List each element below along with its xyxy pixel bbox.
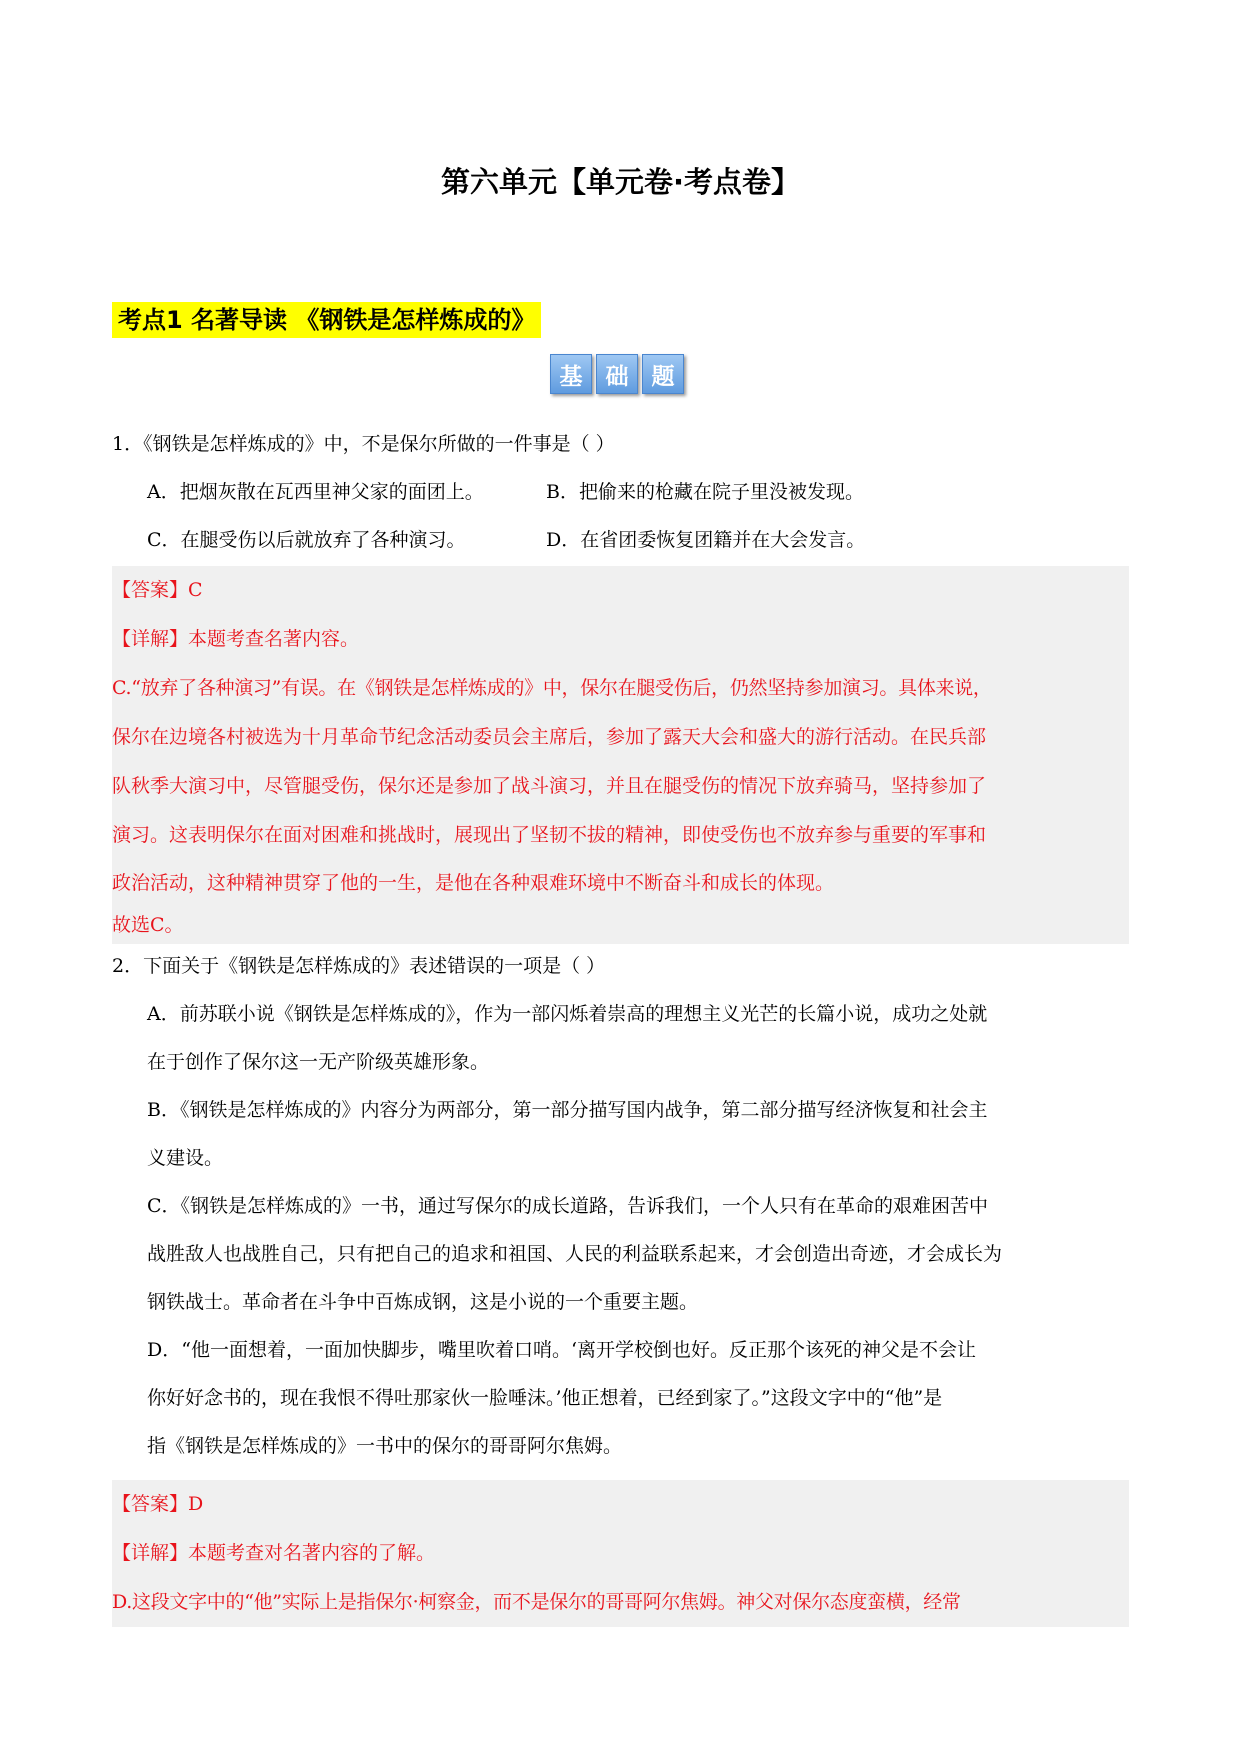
question-2-explanation-line: D.这段文字中的“他”实际上是指保尔·柯察金，而不是保尔的哥哥阿尔焦姆。神父对保尔态度蛮横，经常 — [112, 1591, 961, 1613]
question-1-explanation-line: 演习。这表明保尔在面对困难和挑战时，展现出了坚韧不拔的精神，即使受伤也不放弃参与重要的军事和 — [112, 824, 987, 846]
question-2-option-d-line: 你好好念书的，现在我恨不得吐那家伙一脸唾沫。’他正想着，已经到家了。”这段文字中的“他”是 — [147, 1387, 943, 1409]
difficulty-badge — [550, 354, 684, 394]
question-1-answer: 【答案】C — [112, 579, 203, 601]
question-1-explanation-line: 队秋季大演习中，尽管腿受伤，保尔还是参加了战斗演习，并且在腿受伤的情况下放弃骑马，坚持参加了 — [112, 775, 987, 797]
badge-char-1: 基 — [550, 354, 592, 394]
question-1-options-row-2 — [112, 516, 1129, 564]
document-title: 第六单元【单元卷·考点卷】 — [440, 165, 801, 199]
question-1-option-c: C．在腿受伤以后就放弃了各种演习。 — [147, 529, 466, 551]
question-2-option-d — [112, 1326, 1129, 1470]
question-2-answer-box — [112, 1480, 1129, 1627]
question-2-detail-title: 【详解】本题考查对名著内容的了解。 — [112, 1542, 436, 1564]
question-1 — [112, 420, 1129, 564]
question-2-option-b — [112, 1086, 1129, 1182]
question-1-option-b: B．把偷来的枪藏在院子里没被发现。 — [546, 481, 864, 503]
question-1-explanation-line: 政治活动，这种精神贯穿了他的一生，是他在各种艰难环境中不断奋斗和成长的体现。 — [112, 872, 835, 894]
question-2-option-d-line: D．“他一面想着，一面加快脚步，嘴里吹着口哨。‘离开学校倒也好。反正那个该死的神父是不会让 — [147, 1339, 976, 1361]
question-2-option-b-line: B．《钢铁是怎样炼成的》内容分为两部分，第一部分描写国内战争，第二部分描写经济恢复和社会主 — [147, 1099, 988, 1121]
question-2-option-a — [112, 990, 1129, 1086]
question-2-option-c-line: 战胜敌人也战胜自己，只有把自己的追求和祖国、人民的利益联系起来，才会创造出奇迹，才会成长为 — [147, 1243, 1003, 1265]
question-2-option-a-line: 在于创作了保尔这一无产阶级英雄形象。 — [147, 1051, 490, 1073]
question-1-explanation-line: 保尔在边境各村被选为十月革命节纪念活动委员会主席后，参加了露天大会和盛大的游行活动。在民兵部 — [112, 726, 987, 748]
question-1-explanation-line: C.“放弃了各种演习”有误。在《钢铁是怎样炼成的》中，保尔在腿受伤后，仍然坚持参加演习。具体来说， — [112, 677, 992, 699]
question-1-conclusion: 故选C。 — [112, 914, 184, 936]
question-2-option-c — [112, 1182, 1129, 1326]
question-1-option-d: D．在省团委恢复团籍并在大会发言。 — [546, 529, 866, 551]
question-1-option-a: A．把烟灰散在瓦西里神父家的面团上。 — [147, 481, 484, 503]
question-1-stem: 1．《钢铁是怎样炼成的》中，不是保尔所做的一件事是（ ） — [112, 433, 615, 455]
question-1-detail-title: 【详解】本题考查名著内容。 — [112, 628, 360, 650]
badge-char-2: 础 — [596, 354, 638, 394]
question-2-answer: 【答案】D — [112, 1493, 204, 1515]
question-2-stem: 2．下面关于《钢铁是怎样炼成的》表述错误的一项是（ ） — [112, 955, 606, 977]
section-heading: 考点1 名著导读 《钢铁是怎样炼成的》 — [112, 302, 541, 338]
question-2 — [112, 942, 1129, 1470]
question-2-option-d-line: 指《钢铁是怎样炼成的》一书中的保尔的哥哥阿尔焦姆。 — [147, 1435, 623, 1457]
question-2-option-c-line: C．《钢铁是怎样炼成的》一书，通过写保尔的成长道路，告诉我们，一个人只有在革命的艰难困苦中 — [147, 1195, 989, 1217]
badge-char-3: 题 — [642, 354, 684, 394]
question-1-options-row-1 — [112, 468, 1129, 516]
question-2-option-c-line: 钢铁战士。革命者在斗争中百炼成钢，这是小说的一个重要主题。 — [147, 1291, 699, 1313]
question-2-option-a-line: A．前苏联小说《钢铁是怎样炼成的》，作为一部闪烁着崇高的理想主义光芒的长篇小说，成功之处就 — [147, 1003, 988, 1025]
question-2-option-b-line: 义建设。 — [147, 1147, 224, 1169]
question-1-answer-box — [112, 566, 1129, 944]
